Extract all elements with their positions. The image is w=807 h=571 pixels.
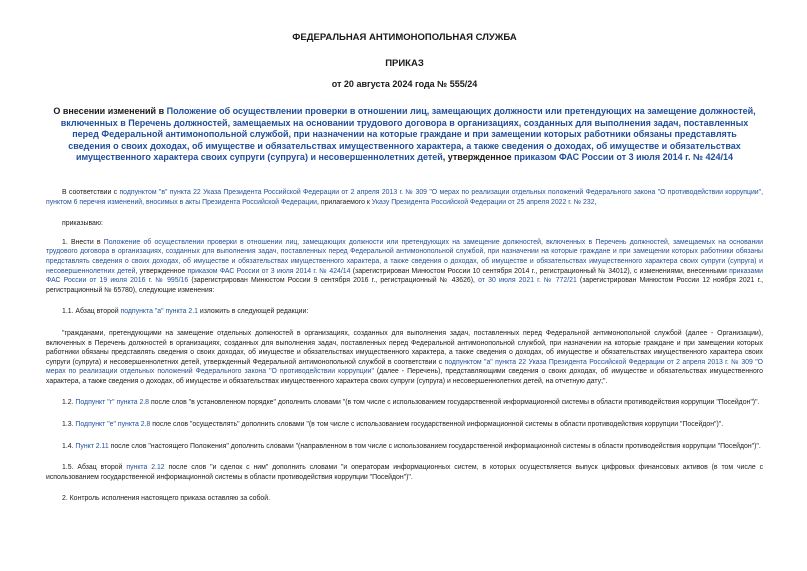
item-1-5-text: после слов "и сделок с ним" дополнить словами "и операторам информационных систем, в которых осуществляется выпуск цифровых финансовых активов (в том числе с использованием государственной информационной системы в области противодействия коррупции "Посейдон")". [46,464,764,481]
item-1-2-text: после слов "в установленном порядке" дополнить словами "(в том числе с использованием государственной информационной системы в области противодействия коррупции "Посейдон")". [149,399,760,407]
item-1-4-link[interactable]: Пункт 2.11 [75,442,109,450]
quote-text: (далее - Перечень), представляющими сведения о своих доходах, об имуществе и обязательствах имущественного характера, а также сведения о доходах, об имуществе и обязательствах имущественного характера своих супруги (супруга) и несовершеннолетних детей, на отчетную дату;". [46,368,763,385]
quote-text: "гражданами, претендующими на замещение отдельных должностей в организациях, созданных для выполнения задач, поставленных перед Федеральной антимонопольной службой (далее - Организации), включенных в Перечень должностей в организациях, созданных для выполнения задач, поставленных перед Федеральной антимонопольной службой, при назначении на которые граждане и при замещении которых работники обязаны представлять сведения о своих доходах, об имуществе и обязательствах имущественного характера, а также сведения о доходах, об имуществе и обязательствах имущественного характера своих супруги (супруга) и несовершеннолетних детей, утвержденный Федеральной антимонопольной службой в соответствии с [46,329,763,366]
item-1-1-text: изложить в следующей редакции: [197,308,309,316]
item-1-link-regulation[interactable]: Положение об осуществлении проверки в отношении лиц, замещающих должности или претендующих на замещение должностей, включенных в Перечень должностей, замещаемых на основании трудового договора в организациях, созданных для выполнения задач, поставленных перед Федеральной антимонопольной службой, при назначении на которые граждане и при замещении которых работники обязаны представлять сведения о своих доходах, об имуществе и обязательствах имущественного характера, а также сведения о доходах, об имуществе и обязательствах имущественного характера своих супруги (супруга) и несовершеннолетних детей [46,238,763,275]
item-1-text: 1. Внести в [62,238,104,246]
preamble-text: , прилагаемого к [317,198,372,206]
preamble-paragraph [46,188,763,207]
item-1-text: (зарегистрирован Минюстом России 9 сентября 2016 г., регистрационный № 43626), [188,277,479,285]
item-1-link-order-424[interactable]: приказом ФАС России от 3 июля 2014 г. № 424/14 [187,267,351,275]
item-1-2-link[interactable]: Подпункт "г" пункта 2.8 [75,399,150,407]
item-1-text: (зарегистрирован Минюстом России 12 ноября 2021 г., регистрационный № 65780), следующие изменения: [46,277,763,294]
item-1-link-order-995[interactable]: приказами ФАС России от 19 июля 2016 г. № 995/16 [46,267,763,285]
item-1-3-text: 1.3. [62,421,76,429]
item-1-3-text: после слов "осуществлять" дополнить словами "(в том числе с использованием государственной информационной системы в области противодействия коррупции "Посейдон")". [150,421,724,429]
order-word: приказываю: [62,220,103,228]
doc-type: ПРИКАЗ [385,58,424,69]
item-1-1-link[interactable]: подпункта "а" пункта 2.1 [120,308,198,316]
item-1-5-paragraph [46,463,763,482]
item-1-text: (зарегистрирован Минюстом России 10 сентября 2014 г., регистрационный № 34012), с изменениями, внесенными [350,267,730,275]
item-1-4-text: после слов "настоящего Положения" дополнить словами "(направленном в том числе с использованием государственной информационной системы в области противодействия коррупции "Посейдон")". [108,442,761,450]
quote-paragraph [46,329,763,387]
preamble-link-decree-309[interactable]: подпунктом "в" пункта 22 Указа Президента Российской Федерации от 2 апреля 2013 г. № 309 "О мерах по реализации отдельных положений Федерального закона "О противодействии коррупции", пунктом 6 перечня изменений, вносимых в акты Президента Российской Федерации [46,188,764,206]
title-link-order-424[interactable]: приказом ФАС России от 3 июля 2014 г. № 424/14 [514,152,734,163]
item-1-3-paragraph [46,420,763,430]
item-1-5-link[interactable]: пункта 2.12 [126,464,165,472]
item-2-paragraph: 2. Контроль исполнения настоящего приказа оставляю за собой. [62,495,270,503]
quote-link-decree-309[interactable]: подпунктом "а" пункта 22 Указа Президента Российской Федерации от 2 апреля 2013 г. № 309 "О мерах по реализации отдельных положений Федерального закона "О противодействии коррупции" [46,358,764,376]
item-1-5-text: 1.5. Абзац второй [62,464,127,472]
doc-date-number: от 20 августа 2024 года № 555/24 [331,79,478,89]
title-link-regulation[interactable]: Положение об осуществлении проверки в отношении лиц, замещающих должности или претендующих на замещение должностей, включенных в Перечень должностей, замещаемых на основании трудового договора в организациях, созданных для выполнения задач, поставленных перед Федеральной антимонопольной службой, при назначении на которые граждане и при замещении которых работники обязаны представлять сведения о своих доходах, об имуществе и обязательствах имущественного характера, а также сведения о доходах, об имуществе и обязательствах имущественного характера своих супруги (супруга) и несовершеннолетних детей [60,106,756,163]
item-1-1-paragraph [46,307,763,317]
preamble-text: В соответствии с [62,188,120,196]
item-1-link-order-772[interactable]: от 30 июля 2021 г. № 772/21 [478,277,577,285]
item-1-3-link[interactable]: Подпункт "е" пункта 2.8 [75,421,151,429]
item-1-4-paragraph [46,442,763,452]
org-name: ФЕДЕРАЛЬНАЯ АНТИМОНОПОЛЬНАЯ СЛУЖБА [292,32,517,43]
title-text: О внесении изменений в [53,106,167,116]
preamble-link-decree-232[interactable]: Указу Президента Российской Федерации от 25 апреля 2022 г. № 232 [371,198,595,206]
title-text: , утвержденное [442,152,515,163]
item-1-paragraph [46,238,763,296]
item-1-1-text: 1.1. Абзац второй [62,308,121,316]
item-1-4-text: 1.4. [62,442,76,450]
item-1-text: , утвержденное [135,267,188,275]
preamble-text: , [594,198,597,206]
item-1-2-paragraph [46,398,763,408]
doc-title [46,106,763,164]
item-1-2-text: 1.2. [62,399,76,407]
